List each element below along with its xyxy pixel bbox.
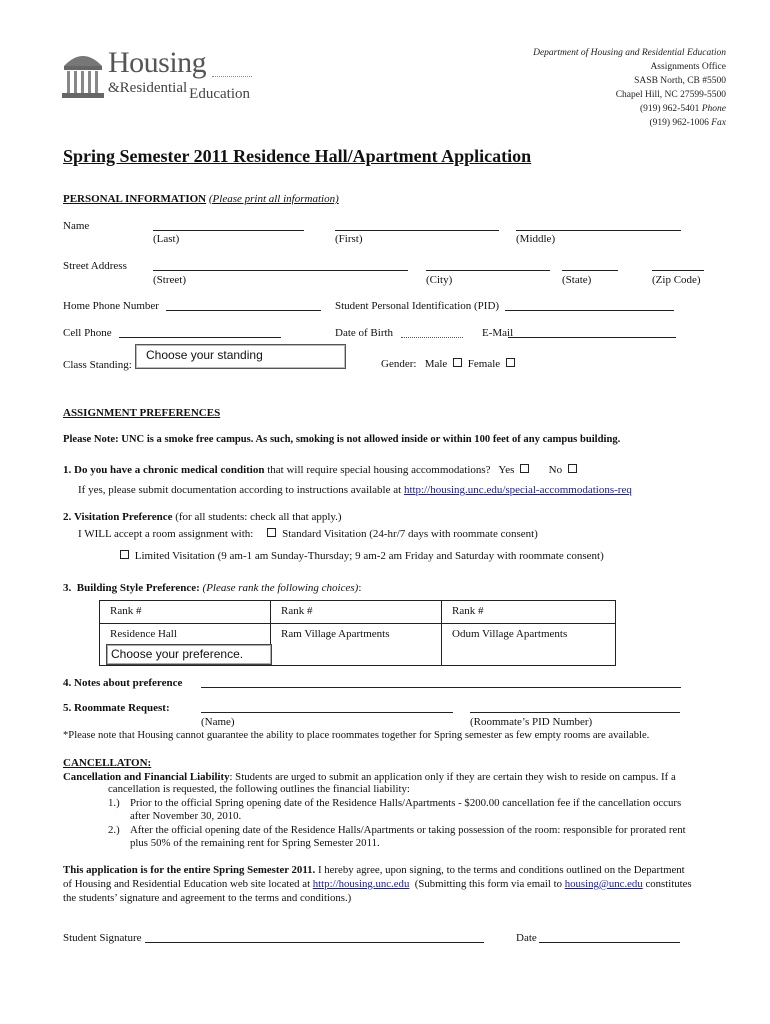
first-name-field[interactable]	[335, 230, 499, 231]
male-label: Male	[424, 358, 448, 370]
agree-line2	[63, 878, 692, 890]
agree-line3: the students’ signature and agreement to the terms and conditions.)	[63, 892, 352, 904]
limited-visitation-checkbox[interactable]	[120, 550, 129, 559]
pid-field[interactable]	[505, 310, 674, 311]
date-label: Date	[516, 932, 537, 944]
name-label: Name	[63, 220, 90, 232]
q2-number: 2.	[63, 511, 72, 523]
cancel-item1-a: Prior to the official Spring opening date of the Residence Halls/Apartments - $200.00 cancellation fee if the cancellation occurs	[130, 797, 682, 809]
student-signature-label: Student Signature	[63, 932, 142, 944]
phone-number: (919) 962-5401	[639, 104, 700, 114]
rank-header-1-label: Rank #	[110, 605, 142, 617]
cancel-sub-rest: : Students are urged to submit an application only if they are certain they wish to reside on campus. If a	[229, 771, 676, 783]
class-standing-select[interactable]	[135, 344, 346, 369]
class-standing-label: Class Standing:	[63, 359, 132, 371]
q1-doc-text: If yes, please submit documentation according to instructions available at	[78, 484, 402, 496]
gender-label: Gender:	[381, 358, 417, 370]
class-standing-value: Choose your standing	[146, 348, 263, 362]
agree-line1	[63, 864, 685, 876]
cell-phone-field[interactable]	[119, 337, 281, 338]
rank-header-1	[99, 600, 271, 624]
roommate-pid-field[interactable]	[470, 712, 680, 713]
logo-education: Education	[189, 86, 250, 102]
q2-will-row	[78, 528, 538, 540]
city-addr: Chapel Hill, NC 27599-5500	[615, 90, 726, 100]
personal-heading-row	[63, 193, 339, 205]
last-label: (Last)	[153, 233, 180, 245]
cancel-sub-rest2: cancellation is requested, the following outlines the financial liability:	[108, 783, 410, 795]
rank-header-2	[270, 600, 442, 624]
option-odum-village: Odum Village Apartments	[452, 628, 568, 640]
dept-name: Department of Housing and Residential Education	[533, 48, 726, 58]
standard-visitation-checkbox[interactable]	[267, 528, 276, 537]
home-phone-field[interactable]	[166, 310, 321, 311]
email-field[interactable]	[508, 337, 676, 338]
q1-rest: that will require special housing accommodations?	[267, 464, 491, 476]
option-cell-3	[441, 623, 616, 666]
q3-rest: (Please rank the following choices)	[202, 582, 359, 594]
cancel-item1-b: after November 30, 2010.	[130, 810, 242, 822]
personal-heading: PERSONAL INFORMATION	[63, 193, 207, 205]
q2-will-text: I WILL accept a room assignment with:	[78, 528, 254, 540]
cancel-sub-bold: Cancellation and Financial Liability	[63, 771, 230, 783]
agree-line2b: (Submitting this form via email to	[414, 878, 563, 890]
street-address-label: Street Address	[63, 260, 127, 272]
option-residence-hall: Residence Hall	[110, 628, 177, 640]
phone-label: Phone	[701, 104, 726, 114]
pid-label: Student Personal Identification (PID)	[335, 300, 500, 312]
logo	[62, 46, 252, 106]
phone-line	[533, 102, 726, 116]
zip-field[interactable]	[652, 270, 704, 271]
q4-label: 4. Notes about preference	[63, 677, 183, 689]
last-name-field[interactable]	[153, 230, 304, 231]
q1-row	[63, 464, 580, 476]
logo-residential: Residential	[119, 80, 188, 96]
q3-row	[63, 582, 361, 594]
city-label: (City)	[426, 274, 453, 286]
standard-visitation-label: Standard Visitation (24-hr/7 days with roommate consent)	[282, 528, 538, 540]
agree-line2a: of Housing and Residential Education web site located at	[63, 878, 311, 890]
cancel-heading: CANCELLATON:	[63, 757, 152, 769]
roommate-name-label: (Name)	[201, 716, 235, 728]
q1-bold: Do you have a chronic medical condition	[74, 464, 265, 476]
cancel-item1-num: 1.)	[108, 797, 120, 809]
cell-phone-label: Cell Phone	[63, 327, 112, 339]
dob-label: Date of Birth	[335, 327, 394, 339]
logo-amp: &	[108, 80, 120, 96]
cancel-item2-b: plus 50% of the remaining rent for Spring Semester 2011.	[130, 837, 380, 849]
rank-header-3-label: Rank #	[452, 605, 484, 617]
limited-visitation-label: Limited Visitation (9 am-1 am Sunday-Thursday; 9 am-2 am Friday and Saturday with roommate consent)	[134, 550, 604, 562]
gender-row	[381, 358, 518, 370]
yes-checkbox[interactable]	[520, 464, 529, 473]
fax-number: (919) 962-1006	[649, 118, 709, 128]
city-field[interactable]	[426, 270, 550, 271]
agree-rest: I hereby agree, upon signing, to the terms and conditions outlined on the Department	[315, 864, 685, 876]
email-label: E-Mail	[482, 327, 514, 339]
agree-bold: This application is for the entire Spring Semester 2011.	[63, 864, 316, 876]
accommodations-link[interactable]: http://housing.unc.edu/special-accommodations-req	[403, 484, 632, 496]
fax-line	[533, 116, 726, 130]
middle-name-field[interactable]	[516, 230, 681, 231]
agree-line2c: constitutes	[645, 878, 692, 890]
dob-field[interactable]	[401, 337, 463, 338]
logo-subtitle	[108, 80, 250, 102]
female-label: Female	[467, 358, 501, 370]
q1-number: 1.	[63, 464, 72, 476]
q2-bold: Visitation Preference	[74, 511, 173, 523]
old-well-icon	[62, 48, 104, 102]
roommate-note: *Please note that Housing cannot guarantee the ability to place roommates together for Spring semester as few empty rooms are available.	[63, 730, 650, 741]
male-checkbox[interactable]	[453, 358, 462, 367]
notes-field[interactable]	[201, 687, 681, 688]
housing-email-link[interactable]: housing@unc.edu	[564, 878, 643, 890]
roommate-name-field[interactable]	[201, 712, 453, 713]
rank-header-2-label: Rank #	[281, 605, 313, 617]
state-label: (State)	[562, 274, 592, 286]
q3-number: 3.	[63, 582, 72, 594]
cancel-item2-a: After the official opening date of the Residence Halls/Apartments or taking possession of the room: responsible for prorated rent	[130, 824, 686, 836]
state-field[interactable]	[562, 270, 618, 271]
student-signature-field[interactable]	[145, 942, 484, 943]
preference-select[interactable]	[106, 644, 272, 665]
preference-value: Choose your preference.	[111, 647, 244, 661]
smoke-notice: Please Note: UNC is a smoke free campus. As such, smoking is not allowed inside or within 100 feet of any campus building.	[63, 434, 621, 445]
q5-label: 5. Roommate Request:	[63, 702, 170, 714]
option-cell-2	[270, 623, 442, 666]
option-ram-village: Ram Village Apartments	[281, 628, 390, 640]
female-checkbox[interactable]	[506, 358, 515, 367]
q1-doc-row	[78, 484, 632, 496]
no-label: No	[548, 464, 563, 476]
yes-label: Yes	[498, 464, 515, 476]
roommate-pid-label: (Roommate’s PID Number)	[470, 716, 593, 728]
housing-site-link[interactable]: http://housing.unc.edu	[312, 878, 410, 890]
office-name: Assignments Office	[650, 62, 726, 72]
cancel-item2-num: 2.)	[108, 824, 120, 836]
street-addr: SASB North, CB #5500	[634, 76, 726, 86]
date-field[interactable]	[539, 942, 680, 943]
q2-limited-row	[117, 550, 604, 562]
rank-header-3	[441, 600, 616, 624]
page-title: Spring Semester 2011 Residence Hall/Apartment Application	[63, 146, 532, 166]
logo-divider	[212, 76, 252, 77]
home-phone-label: Home Phone Number	[63, 300, 159, 312]
q3-bold: Building Style Preference:	[76, 582, 200, 594]
first-label: (First)	[335, 233, 363, 245]
street-sublabel: (Street)	[153, 274, 186, 286]
q2-rest: (for all students: check all that apply.)	[175, 511, 342, 523]
q2-row	[63, 511, 342, 523]
logo-housing: Housing	[108, 46, 207, 79]
cancel-sub-row	[63, 771, 676, 783]
middle-label: (Middle)	[516, 233, 556, 245]
street-field[interactable]	[153, 270, 408, 271]
zip-label: (Zip Code)	[652, 274, 701, 286]
q3-colon: :	[358, 582, 362, 594]
fax-label: Fax	[711, 118, 726, 128]
personal-note: (Please print all information)	[208, 193, 339, 205]
assignment-heading: ASSIGNMENT PREFERENCES	[63, 407, 221, 419]
no-checkbox[interactable]	[568, 464, 577, 473]
address-block	[533, 46, 726, 130]
